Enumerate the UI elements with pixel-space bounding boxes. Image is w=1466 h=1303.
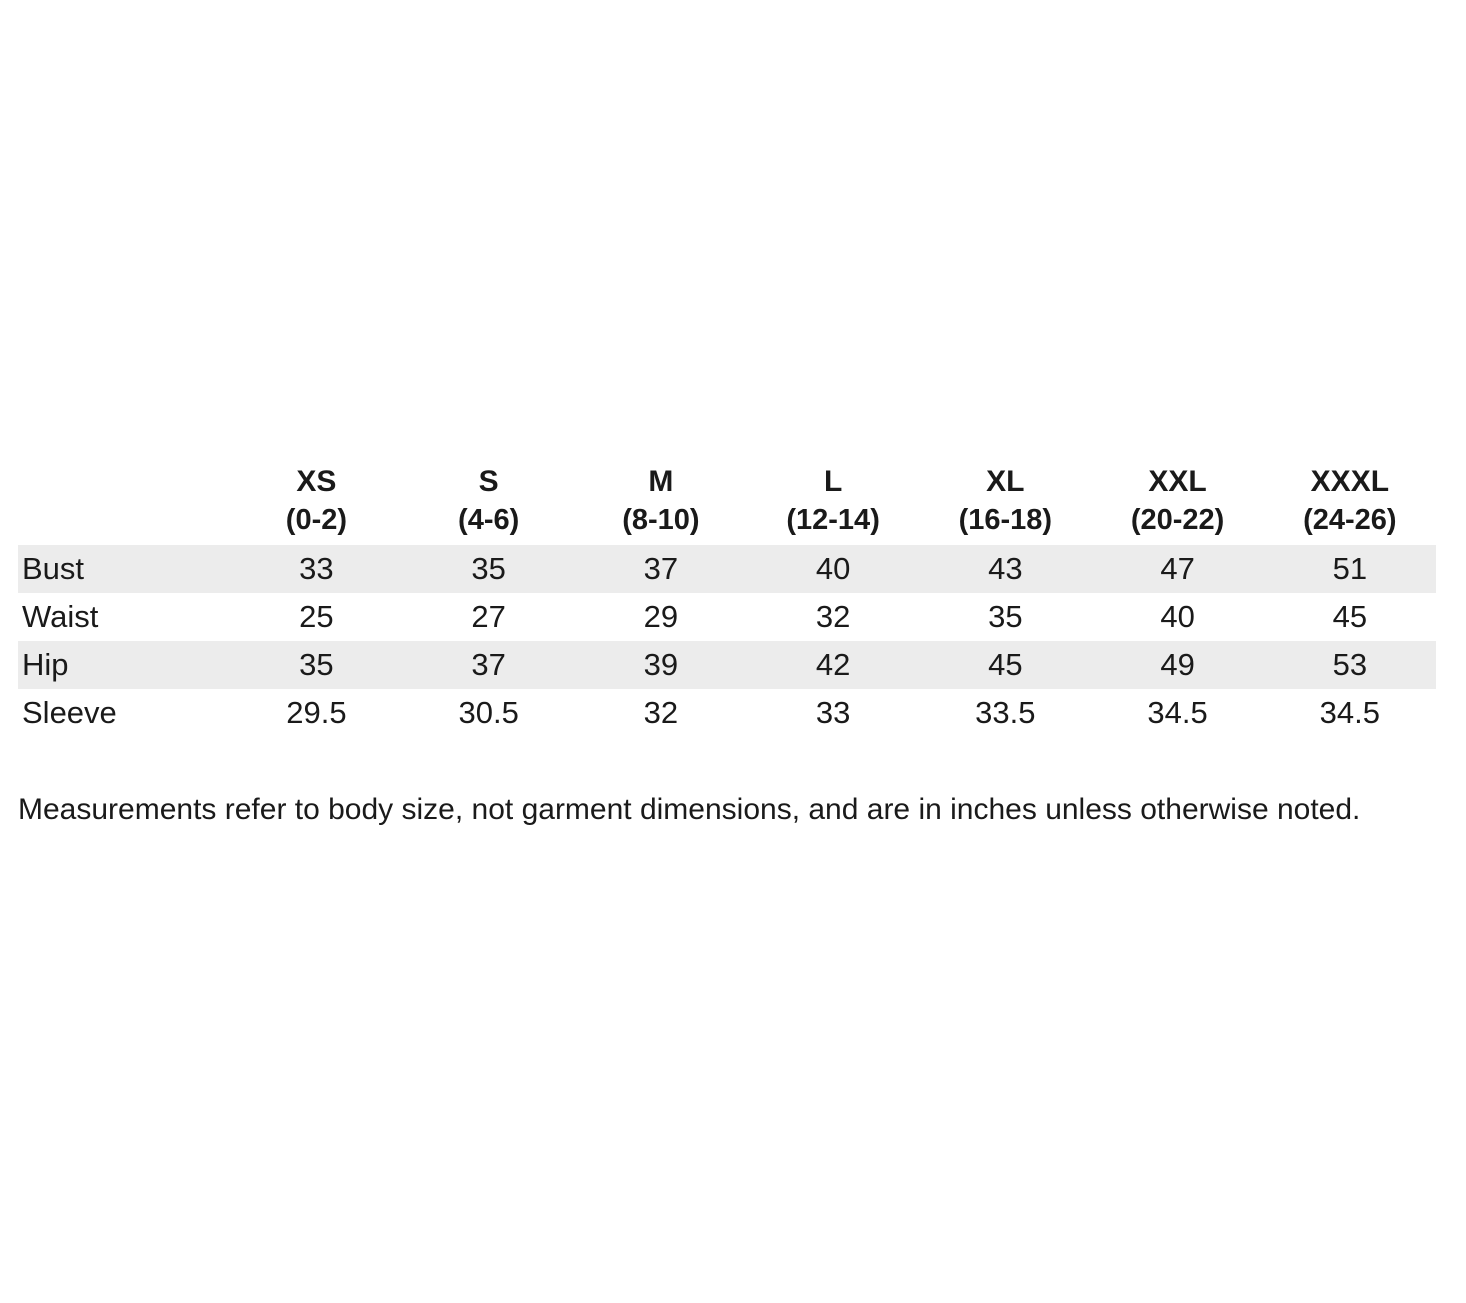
row-label-hip: Hip xyxy=(22,647,69,682)
size-chart-container xyxy=(18,462,1448,737)
column-header-size-label: XL xyxy=(986,465,1025,498)
cell-sleeve-m: 32 xyxy=(643,695,679,730)
column-header-m xyxy=(575,462,747,545)
cell-sleeve-xxl: 34.5 xyxy=(1147,695,1208,730)
column-header-size-label: XS xyxy=(296,465,337,498)
cell-bust-xxl: 47 xyxy=(1160,551,1195,586)
table-row xyxy=(18,689,1436,737)
cell-sleeve-xxxl: 34.5 xyxy=(1319,695,1381,730)
column-header-size-label: XXL xyxy=(1148,465,1207,498)
table-row xyxy=(18,545,1436,593)
column-header-xxl xyxy=(1091,462,1263,545)
column-header-l xyxy=(747,462,919,545)
cell-sleeve-s: 30.5 xyxy=(458,695,519,730)
cell-bust-l: 40 xyxy=(815,551,851,586)
cell-hip-xl: 45 xyxy=(988,647,1023,682)
cell-bust-m: 37 xyxy=(643,551,679,586)
column-header-xs xyxy=(230,462,402,545)
column-header-xxxl xyxy=(1264,462,1436,545)
cell-hip-xxl: 49 xyxy=(1160,647,1195,682)
cell-hip-m: 39 xyxy=(643,647,679,682)
table-row xyxy=(18,641,1436,689)
cell-waist-xxxl: 45 xyxy=(1332,599,1368,634)
cell-bust-xs: 33 xyxy=(299,551,334,586)
cell-sleeve-xs: 29.5 xyxy=(286,695,347,730)
row-label-bust: Bust xyxy=(22,551,85,586)
column-header-range-label: (24-26) xyxy=(1303,504,1397,536)
size-chart-table xyxy=(18,462,1436,737)
header-row xyxy=(18,462,1436,545)
column-header-size-label: XXXL xyxy=(1310,465,1390,498)
column-header-size-label: L xyxy=(823,465,843,498)
cell-waist-m: 29 xyxy=(643,599,679,634)
column-header-size-label: S xyxy=(478,465,499,498)
cell-hip-xs: 35 xyxy=(299,647,334,682)
column-header-s xyxy=(403,462,575,545)
column-header-size-label: M xyxy=(648,465,674,498)
cell-waist-xs: 25 xyxy=(299,599,334,634)
row-label-waist: Waist xyxy=(22,599,99,634)
column-header-range-label: (12-14) xyxy=(786,504,880,536)
cell-waist-xl: 35 xyxy=(988,599,1023,634)
row-label-sleeve: Sleeve xyxy=(22,695,117,730)
header-corner-cell xyxy=(18,462,230,545)
column-header-range-label: (4-6) xyxy=(458,504,520,536)
cell-bust-s: 35 xyxy=(471,551,506,586)
table-row xyxy=(18,593,1436,641)
cell-waist-xxl: 40 xyxy=(1160,599,1195,634)
column-header-xl xyxy=(919,462,1091,545)
column-header-range-label: (8-10) xyxy=(622,504,700,536)
cell-sleeve-l: 33 xyxy=(815,695,851,730)
cell-hip-l: 42 xyxy=(815,647,851,682)
table-header xyxy=(18,462,1436,545)
cell-waist-l: 32 xyxy=(815,599,851,634)
cell-sleeve-xl: 33.5 xyxy=(975,695,1036,730)
column-header-range-label: (16-18) xyxy=(958,504,1053,536)
table-body xyxy=(18,545,1436,737)
column-header-range-label: (0-2) xyxy=(285,504,348,536)
cell-bust-xl: 43 xyxy=(988,551,1023,586)
measurement-note: Measurements refer to body size, not garment dimensions, and are in inches unless otherwise noted. xyxy=(18,793,1361,826)
cell-hip-xxxl: 53 xyxy=(1332,647,1368,682)
cell-bust-xxxl: 51 xyxy=(1332,551,1368,586)
cell-waist-s: 27 xyxy=(471,599,506,634)
cell-hip-s: 37 xyxy=(471,647,506,682)
column-header-range-label: (20-22) xyxy=(1130,504,1225,536)
